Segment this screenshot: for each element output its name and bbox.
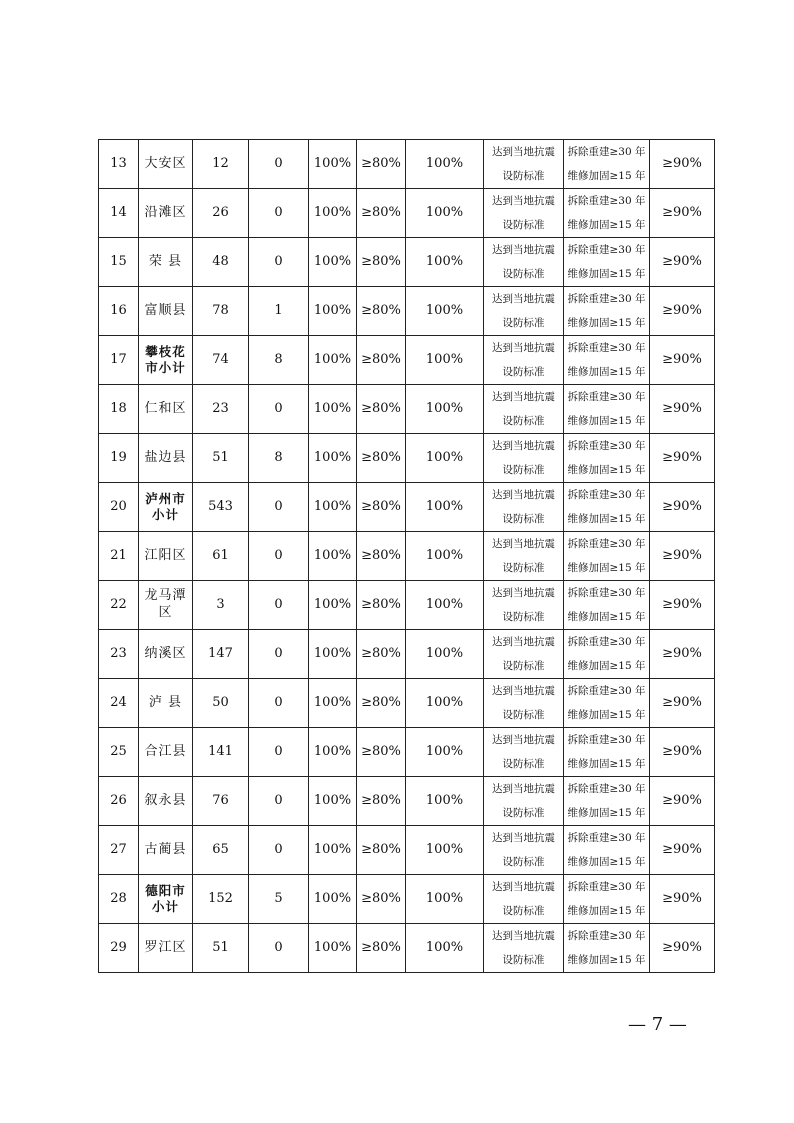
rate-e-cell: 100% bbox=[406, 483, 484, 532]
rate-c-cell: 100% bbox=[309, 826, 357, 875]
count-a-cell: 76 bbox=[193, 777, 249, 826]
seismic-standard-cell bbox=[484, 924, 564, 973]
service-life-line-1: 拆除重建≥30 年 bbox=[567, 930, 646, 942]
seismic-standard-cell bbox=[484, 875, 564, 924]
page-number: — 7 — bbox=[628, 1014, 687, 1035]
seismic-standard-line-1: 达到当地抗震 bbox=[492, 636, 555, 648]
row-number-cell: 28 bbox=[99, 875, 139, 924]
seismic-standard-line-1: 达到当地抗震 bbox=[492, 146, 555, 158]
service-life-line-1: 拆除重建≥30 年 bbox=[567, 146, 646, 158]
count-b-cell: 0 bbox=[249, 532, 309, 581]
seismic-standard-line-1: 达到当地抗震 bbox=[492, 391, 555, 403]
rate-d-cell: ≥80% bbox=[357, 140, 406, 189]
table-row bbox=[99, 532, 715, 581]
seismic-standard-line-2: 设防标准 bbox=[502, 807, 545, 819]
rate-d-cell: ≥80% bbox=[357, 777, 406, 826]
table-row bbox=[99, 140, 715, 189]
rate-e-cell: 100% bbox=[406, 336, 484, 385]
rate-d-cell: ≥80% bbox=[357, 336, 406, 385]
row-number-cell: 27 bbox=[99, 826, 139, 875]
service-life-line-1: 拆除重建≥30 年 bbox=[567, 342, 646, 354]
table-row bbox=[99, 777, 715, 826]
seismic-standard-line-2: 设防标准 bbox=[502, 611, 545, 623]
seismic-standard-cell bbox=[484, 385, 564, 434]
count-b-cell: 0 bbox=[249, 581, 309, 630]
service-life-line-1: 拆除重建≥30 年 bbox=[567, 440, 646, 452]
seismic-standard-line-2: 设防标准 bbox=[502, 954, 545, 966]
rate-e-cell: 100% bbox=[406, 630, 484, 679]
seismic-standard-line-2: 设防标准 bbox=[502, 415, 545, 427]
seismic-standard-cell bbox=[484, 287, 564, 336]
table-row bbox=[99, 189, 715, 238]
service-life-cell bbox=[564, 140, 650, 189]
rate-h-cell: ≥90% bbox=[650, 728, 715, 777]
rate-e-cell: 100% bbox=[406, 777, 484, 826]
region-name-cell: 沿滩区 bbox=[139, 189, 193, 238]
rate-d-cell: ≥80% bbox=[357, 924, 406, 973]
seismic-standard-cell bbox=[484, 140, 564, 189]
rate-d-cell: ≥80% bbox=[357, 630, 406, 679]
service-life-line-1: 拆除重建≥30 年 bbox=[567, 734, 646, 746]
region-name-cell: 大安区 bbox=[139, 140, 193, 189]
row-number-cell: 19 bbox=[99, 434, 139, 483]
rate-e-cell: 100% bbox=[406, 238, 484, 287]
seismic-standard-line-1: 达到当地抗震 bbox=[492, 881, 555, 893]
rate-h-cell: ≥90% bbox=[650, 826, 715, 875]
count-a-cell: 3 bbox=[193, 581, 249, 630]
seismic-standard-line-1: 达到当地抗震 bbox=[492, 685, 555, 697]
seismic-standard-cell bbox=[484, 336, 564, 385]
table-row bbox=[99, 728, 715, 777]
row-number-cell: 14 bbox=[99, 189, 139, 238]
seismic-standard-line-1: 达到当地抗震 bbox=[492, 342, 555, 354]
count-a-cell: 50 bbox=[193, 679, 249, 728]
rate-d-cell: ≥80% bbox=[357, 238, 406, 287]
seismic-standard-line-2: 设防标准 bbox=[502, 660, 545, 672]
seismic-standard-cell bbox=[484, 728, 564, 777]
seismic-standard-line-2: 设防标准 bbox=[502, 758, 545, 770]
service-life-line-2: 维修加固≥15 年 bbox=[567, 219, 646, 231]
table-row bbox=[99, 924, 715, 973]
service-life-cell bbox=[564, 238, 650, 287]
service-life-line-2: 维修加固≥15 年 bbox=[567, 170, 646, 182]
service-life-cell bbox=[564, 777, 650, 826]
count-b-cell: 0 bbox=[249, 777, 309, 826]
table-row bbox=[99, 336, 715, 385]
count-b-cell: 8 bbox=[249, 336, 309, 385]
service-life-line-2: 维修加固≥15 年 bbox=[567, 954, 646, 966]
rate-e-cell: 100% bbox=[406, 287, 484, 336]
service-life-line-2: 维修加固≥15 年 bbox=[567, 807, 646, 819]
count-a-cell: 23 bbox=[193, 385, 249, 434]
region-name-cell: 古蔺县 bbox=[139, 826, 193, 875]
row-number-cell: 15 bbox=[99, 238, 139, 287]
rate-h-cell: ≥90% bbox=[650, 532, 715, 581]
data-table bbox=[98, 139, 715, 973]
rate-h-cell: ≥90% bbox=[650, 287, 715, 336]
table-row bbox=[99, 581, 715, 630]
seismic-standard-line-1: 达到当地抗震 bbox=[492, 195, 555, 207]
count-b-cell: 0 bbox=[249, 728, 309, 777]
count-a-cell: 51 bbox=[193, 434, 249, 483]
rate-h-cell: ≥90% bbox=[650, 630, 715, 679]
rate-d-cell: ≥80% bbox=[357, 875, 406, 924]
rate-e-cell: 100% bbox=[406, 728, 484, 777]
count-a-cell: 65 bbox=[193, 826, 249, 875]
table-body bbox=[99, 140, 715, 973]
seismic-standard-line-2: 设防标准 bbox=[502, 905, 545, 917]
seismic-standard-line-2: 设防标准 bbox=[502, 562, 545, 574]
region-name-cell: 泸州市小计 bbox=[139, 483, 193, 532]
table-row bbox=[99, 385, 715, 434]
count-a-cell: 51 bbox=[193, 924, 249, 973]
service-life-line-2: 维修加固≥15 年 bbox=[567, 268, 646, 280]
seismic-standard-cell bbox=[484, 630, 564, 679]
service-life-cell bbox=[564, 630, 650, 679]
service-life-line-1: 拆除重建≥30 年 bbox=[567, 489, 646, 501]
region-name-cell: 纳溪区 bbox=[139, 630, 193, 679]
count-b-cell: 0 bbox=[249, 189, 309, 238]
service-life-line-2: 维修加固≥15 年 bbox=[567, 415, 646, 427]
service-life-line-2: 维修加固≥15 年 bbox=[567, 611, 646, 623]
service-life-line-2: 维修加固≥15 年 bbox=[567, 905, 646, 917]
region-name-cell: 罗江区 bbox=[139, 924, 193, 973]
table-row bbox=[99, 483, 715, 532]
rate-e-cell: 100% bbox=[406, 532, 484, 581]
table-row bbox=[99, 238, 715, 287]
service-life-cell bbox=[564, 336, 650, 385]
service-life-cell bbox=[564, 581, 650, 630]
rate-d-cell: ≥80% bbox=[357, 581, 406, 630]
count-b-cell: 0 bbox=[249, 630, 309, 679]
service-life-line-2: 维修加固≥15 年 bbox=[567, 856, 646, 868]
table-row bbox=[99, 826, 715, 875]
count-b-cell: 1 bbox=[249, 287, 309, 336]
region-name-cell: 叙永县 bbox=[139, 777, 193, 826]
rate-d-cell: ≥80% bbox=[357, 189, 406, 238]
rate-h-cell: ≥90% bbox=[650, 238, 715, 287]
count-b-cell: 5 bbox=[249, 875, 309, 924]
seismic-standard-cell bbox=[484, 581, 564, 630]
row-number-cell: 24 bbox=[99, 679, 139, 728]
count-a-cell: 141 bbox=[193, 728, 249, 777]
rate-e-cell: 100% bbox=[406, 581, 484, 630]
seismic-standard-cell bbox=[484, 189, 564, 238]
seismic-standard-line-1: 达到当地抗震 bbox=[492, 538, 555, 550]
seismic-standard-cell bbox=[484, 826, 564, 875]
service-life-line-2: 维修加固≥15 年 bbox=[567, 709, 646, 721]
table-row bbox=[99, 287, 715, 336]
row-number-cell: 18 bbox=[99, 385, 139, 434]
rate-h-cell: ≥90% bbox=[650, 434, 715, 483]
count-a-cell: 152 bbox=[193, 875, 249, 924]
service-life-cell bbox=[564, 826, 650, 875]
rate-h-cell: ≥90% bbox=[650, 777, 715, 826]
service-life-cell bbox=[564, 728, 650, 777]
rate-h-cell: ≥90% bbox=[650, 679, 715, 728]
region-name-cell: 德阳市小计 bbox=[139, 875, 193, 924]
region-name-cell: 龙马潭区 bbox=[139, 581, 193, 630]
seismic-standard-line-2: 设防标准 bbox=[502, 856, 545, 868]
count-b-cell: 0 bbox=[249, 238, 309, 287]
service-life-line-1: 拆除重建≥30 年 bbox=[567, 832, 646, 844]
row-number-cell: 21 bbox=[99, 532, 139, 581]
seismic-standard-line-1: 达到当地抗震 bbox=[492, 440, 555, 452]
count-b-cell: 0 bbox=[249, 385, 309, 434]
table-row bbox=[99, 679, 715, 728]
rate-c-cell: 100% bbox=[309, 777, 357, 826]
seismic-standard-cell bbox=[484, 532, 564, 581]
service-life-cell bbox=[564, 385, 650, 434]
table-row bbox=[99, 434, 715, 483]
count-b-cell: 0 bbox=[249, 483, 309, 532]
seismic-standard-line-1: 达到当地抗震 bbox=[492, 832, 555, 844]
service-life-line-1: 拆除重建≥30 年 bbox=[567, 391, 646, 403]
seismic-standard-line-1: 达到当地抗震 bbox=[492, 244, 555, 256]
service-life-cell bbox=[564, 189, 650, 238]
row-number-cell: 23 bbox=[99, 630, 139, 679]
seismic-standard-line-2: 设防标准 bbox=[502, 219, 545, 231]
region-name-cell: 攀枝花市小计 bbox=[139, 336, 193, 385]
rate-h-cell: ≥90% bbox=[650, 385, 715, 434]
service-life-line-2: 维修加固≥15 年 bbox=[567, 758, 646, 770]
count-b-cell: 0 bbox=[249, 679, 309, 728]
row-number-cell: 17 bbox=[99, 336, 139, 385]
seismic-standard-line-1: 达到当地抗震 bbox=[492, 930, 555, 942]
rate-c-cell: 100% bbox=[309, 385, 357, 434]
count-b-cell: 0 bbox=[249, 826, 309, 875]
rate-c-cell: 100% bbox=[309, 287, 357, 336]
service-life-line-1: 拆除重建≥30 年 bbox=[567, 636, 646, 648]
service-life-cell bbox=[564, 875, 650, 924]
rate-e-cell: 100% bbox=[406, 826, 484, 875]
rate-d-cell: ≥80% bbox=[357, 679, 406, 728]
service-life-line-1: 拆除重建≥30 年 bbox=[567, 881, 646, 893]
row-number-cell: 25 bbox=[99, 728, 139, 777]
service-life-line-2: 维修加固≥15 年 bbox=[567, 366, 646, 378]
rate-d-cell: ≥80% bbox=[357, 532, 406, 581]
seismic-standard-line-2: 设防标准 bbox=[502, 366, 545, 378]
row-number-cell: 13 bbox=[99, 140, 139, 189]
service-life-line-2: 维修加固≥15 年 bbox=[567, 562, 646, 574]
rate-c-cell: 100% bbox=[309, 483, 357, 532]
region-name-cell: 江阳区 bbox=[139, 532, 193, 581]
service-life-line-2: 维修加固≥15 年 bbox=[567, 317, 646, 329]
seismic-standard-cell bbox=[484, 777, 564, 826]
rate-c-cell: 100% bbox=[309, 336, 357, 385]
seismic-standard-line-1: 达到当地抗震 bbox=[492, 587, 555, 599]
count-a-cell: 147 bbox=[193, 630, 249, 679]
rate-d-cell: ≥80% bbox=[357, 728, 406, 777]
table-row bbox=[99, 630, 715, 679]
service-life-cell bbox=[564, 532, 650, 581]
seismic-standard-cell bbox=[484, 483, 564, 532]
region-name-cell: 盐边县 bbox=[139, 434, 193, 483]
rate-c-cell: 100% bbox=[309, 189, 357, 238]
rate-e-cell: 100% bbox=[406, 434, 484, 483]
rate-d-cell: ≥80% bbox=[357, 434, 406, 483]
rate-d-cell: ≥80% bbox=[357, 385, 406, 434]
rate-c-cell: 100% bbox=[309, 630, 357, 679]
service-life-line-2: 维修加固≥15 年 bbox=[567, 513, 646, 525]
count-a-cell: 61 bbox=[193, 532, 249, 581]
rate-h-cell: ≥90% bbox=[650, 924, 715, 973]
rate-h-cell: ≥90% bbox=[650, 875, 715, 924]
rate-c-cell: 100% bbox=[309, 140, 357, 189]
count-b-cell: 0 bbox=[249, 924, 309, 973]
row-number-cell: 29 bbox=[99, 924, 139, 973]
seismic-standard-line-2: 设防标准 bbox=[502, 464, 545, 476]
row-number-cell: 16 bbox=[99, 287, 139, 336]
rate-e-cell: 100% bbox=[406, 679, 484, 728]
rate-c-cell: 100% bbox=[309, 728, 357, 777]
seismic-standard-line-1: 达到当地抗震 bbox=[492, 293, 555, 305]
count-a-cell: 74 bbox=[193, 336, 249, 385]
count-a-cell: 26 bbox=[193, 189, 249, 238]
seismic-standard-line-2: 设防标准 bbox=[502, 268, 545, 280]
seismic-standard-cell bbox=[484, 238, 564, 287]
rate-d-cell: ≥80% bbox=[357, 826, 406, 875]
row-number-cell: 26 bbox=[99, 777, 139, 826]
rate-h-cell: ≥90% bbox=[650, 581, 715, 630]
service-life-line-1: 拆除重建≥30 年 bbox=[567, 783, 646, 795]
rate-h-cell: ≥90% bbox=[650, 140, 715, 189]
rate-c-cell: 100% bbox=[309, 924, 357, 973]
service-life-line-1: 拆除重建≥30 年 bbox=[567, 244, 646, 256]
rate-h-cell: ≥90% bbox=[650, 189, 715, 238]
count-a-cell: 543 bbox=[193, 483, 249, 532]
rate-c-cell: 100% bbox=[309, 581, 357, 630]
service-life-cell bbox=[564, 434, 650, 483]
service-life-cell bbox=[564, 679, 650, 728]
seismic-standard-line-1: 达到当地抗震 bbox=[492, 489, 555, 501]
service-life-line-1: 拆除重建≥30 年 bbox=[567, 587, 646, 599]
rate-c-cell: 100% bbox=[309, 875, 357, 924]
service-life-cell bbox=[564, 287, 650, 336]
count-b-cell: 8 bbox=[249, 434, 309, 483]
row-number-cell: 20 bbox=[99, 483, 139, 532]
rate-e-cell: 100% bbox=[406, 924, 484, 973]
rate-c-cell: 100% bbox=[309, 532, 357, 581]
region-name-cell: 荣 县 bbox=[139, 238, 193, 287]
service-life-cell bbox=[564, 924, 650, 973]
rate-c-cell: 100% bbox=[309, 434, 357, 483]
service-life-line-2: 维修加固≥15 年 bbox=[567, 464, 646, 476]
rate-c-cell: 100% bbox=[309, 679, 357, 728]
rate-h-cell: ≥90% bbox=[650, 483, 715, 532]
seismic-standard-line-2: 设防标准 bbox=[502, 170, 545, 182]
count-a-cell: 78 bbox=[193, 287, 249, 336]
service-life-line-1: 拆除重建≥30 年 bbox=[567, 293, 646, 305]
seismic-standard-cell bbox=[484, 434, 564, 483]
table-row bbox=[99, 875, 715, 924]
count-a-cell: 12 bbox=[193, 140, 249, 189]
count-a-cell: 48 bbox=[193, 238, 249, 287]
service-life-line-1: 拆除重建≥30 年 bbox=[567, 538, 646, 550]
seismic-standard-cell bbox=[484, 679, 564, 728]
service-life-line-1: 拆除重建≥30 年 bbox=[567, 685, 646, 697]
service-life-cell bbox=[564, 483, 650, 532]
rate-d-cell: ≥80% bbox=[357, 483, 406, 532]
region-name-cell: 合江县 bbox=[139, 728, 193, 777]
rate-d-cell: ≥80% bbox=[357, 287, 406, 336]
rate-e-cell: 100% bbox=[406, 140, 484, 189]
seismic-standard-line-1: 达到当地抗震 bbox=[492, 734, 555, 746]
service-life-line-1: 拆除重建≥30 年 bbox=[567, 195, 646, 207]
rate-c-cell: 100% bbox=[309, 238, 357, 287]
seismic-standard-line-2: 设防标准 bbox=[502, 317, 545, 329]
rate-e-cell: 100% bbox=[406, 385, 484, 434]
count-b-cell: 0 bbox=[249, 140, 309, 189]
region-name-cell: 仁和区 bbox=[139, 385, 193, 434]
region-name-cell: 泸 县 bbox=[139, 679, 193, 728]
rate-e-cell: 100% bbox=[406, 189, 484, 238]
seismic-standard-line-1: 达到当地抗震 bbox=[492, 783, 555, 795]
service-life-line-2: 维修加固≥15 年 bbox=[567, 660, 646, 672]
region-name-cell: 富顺县 bbox=[139, 287, 193, 336]
rate-e-cell: 100% bbox=[406, 875, 484, 924]
rate-h-cell: ≥90% bbox=[650, 336, 715, 385]
row-number-cell: 22 bbox=[99, 581, 139, 630]
seismic-standard-line-2: 设防标准 bbox=[502, 709, 545, 721]
seismic-standard-line-2: 设防标准 bbox=[502, 513, 545, 525]
